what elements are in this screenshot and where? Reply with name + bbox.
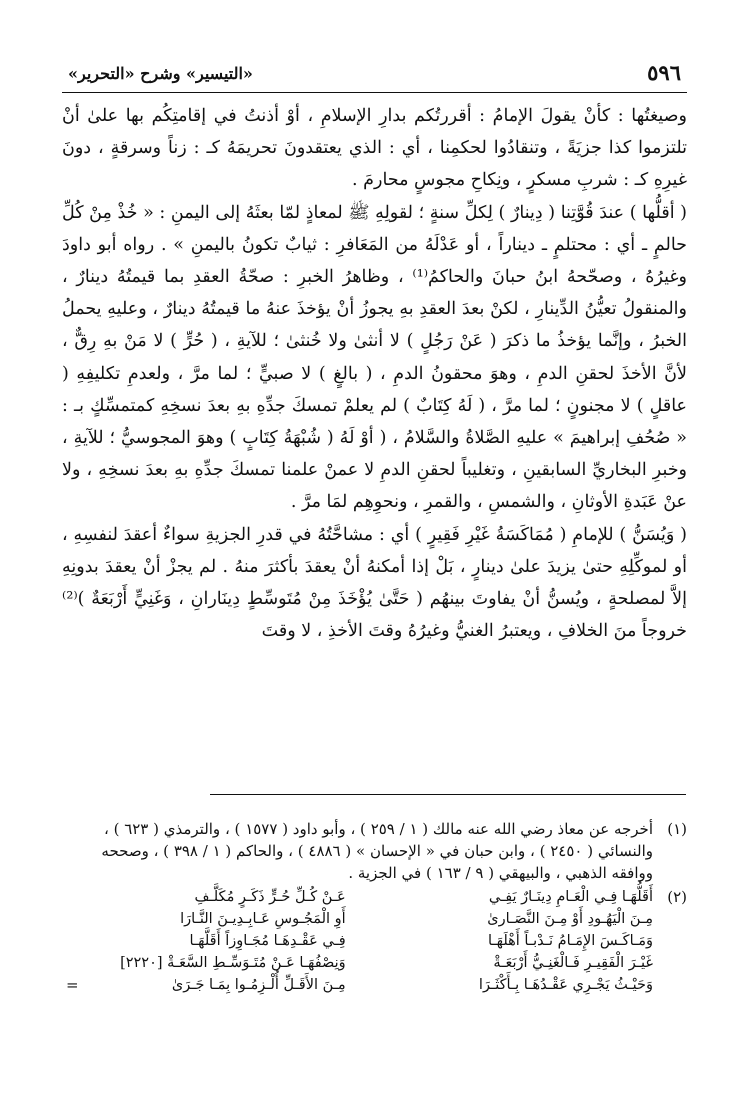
paragraph-1: وصيغتُها : كأنْ يقولَ الإمامُ : أقررتُكم بدارِ الإسلامِ ، أوْ أذنتُ في إقامتِكُم بها علىٰ أنْ تلتزموا كذا جزيَةً ، وتنقادُوا لحكمِنا ، أي : الذي يعتقدونَ تحريمَهُ كـ : زناً وسرقةٍ ، دونَ غيرِهِ كـ : شربِ مسكرٍ ، ونِكاحِ مجوسٍ محارمَ . [62,106,687,191]
footnote-1-text: أخرجه عن معاذ رضي الله عنه مالك ( ١ / ٢٥٩ ) ، وأبو داود ( ١٥٧٧ ) ، والترمذي ( ٦٢٣ ) ، والنسائي ( ٢٤٥٠ ) ، وابن حبان في « الإحسان » ( ٤٨٨٦ ) ، والحاكم ( ١ / ٣٩٨ ) ، وصححه ووافقه الذهبي ، والبيهقي ( ٩ / ١٦٣ ) في الجزية . [101,820,653,882]
verse-first-hemistich: وَحَيْـثُ يَجْـرِي عَقْـدُهَـا بِـأَكْثَـرَا [478,977,653,993]
verse-second-hemistich: مِـنَ الأَقَـلِّ أُلْـزِمُـوا بِمَـا جَـرَىٰ [171,977,346,993]
running-title: «التيسير» وشرح «التحرير» [68,64,253,83]
footnote-2-number: (٢) [667,888,687,906]
verse-first-hemistich: مِـنَ الْيَهُـودِ أَوْ مِـنَ النَّصَـارىٰ [487,911,653,927]
footnote-1-number: (١) [667,820,687,838]
footnote-1 [62,818,687,884]
paragraph-3: ( وَيُسَنُّ ) للإمامِ ( مُمَاكَسَةُ غَيْرِ فَقِيرٍ ) أي : مشاحَّتُهُ في قدرِ الجزيةِ سواءٌ أعقدَ لنفسِهِ ، أو لموكِّلِهِ حتىٰ يزيدَ علىٰ دينارٍ ، بَلْ إذا أمكنهُ أنْ يعقدَ بأكثرَ منهُ . لم يجزْ أنْ يعقدَ بدونِهِ إلاَّ لمصلحةٍ ، ويُسنُّ أنْ يفاوتَ بينهُم ( حَتَّىٰ يُؤْخَذَ مِنْ مُتَوسِّطٍ دِينَارانِ ، وَغَنِيٍّ أَرْبَعَةٌ )⁽²⁾ خروجاً منَ الخلافِ ، ويعتبرُ الغنيُّ وغيرُهُ وقتَ الأخذِ ، لا وقتَ [62,524,687,642]
main-text [62,100,687,647]
verse-second-hemistich: أَوِ الْمَجُـوسِ عَـابِـدِيـنَ النَّـارَا [180,911,346,927]
poem-verse [62,952,653,974]
verse-first-hemistich: أَقَلُّهَـا فِـي الْعَـامِ دِينَـارٌ يَفِـي [488,889,653,905]
footnote-divider [210,794,686,795]
poem-verse [62,886,653,908]
verse-second-hemistich: وَنِصْفُهَـا عَـنْ مُتَـوَسِّـطِ السَّعَـةْ [٢٢٢٠] [120,955,346,971]
footnote-2 [62,886,687,996]
continuation-mark: = [66,976,79,994]
footnotes [62,818,687,996]
paragraph-2: ( أقلُّها ) عندَ قُوَّتِنا ( دِينارٌ ) لِكلِّ سنةٍ ؛ لقولِهِ ﷺ لمعاذٍ لمّا بعثَهُ إلى اليمنِ : « خُذْ مِنْ كُلِّ حالمٍ ـ أي : محتلمٍ ـ ديناراً ، أو عَدْلَهُ من المَعَافرِ : ثيابٌ تكونُ باليمنِ » . رواه أبو داودَ وغيرُهُ ، وصحّحهُ ابنُ حبانَ والحاكمُ⁽¹⁾ ، وظاهرُ الخبرِ : صحّةُ العقدِ بما قيمتُهُ دينارٌ ، والمنقولُ تعيُّنُ الدِّينارِ ، لكنْ بعدَ العقدِ بهِ يجوزُ أنْ يؤخذَ عنهُ ما قيمتُهُ دينارٌ ، وعليهِ يحملُ الخبرُ ، وإنَّما يؤخذُ ما ذكرَ ( عَنْ رَجُلٍ ) لا أنثىٰ ولا خُنثىٰ ؛ للآيةِ ، ( حُرٍّ ) لا مَنْ بهِ رِقٌّ ، لأنَّ الأخذَ لحقنِ الدمِ ، وهوَ محقونُ الدمِ ، ( بالغٍ ) لا صبيٍّ ؛ لما مرَّ ، ولعدمِ تكليفِهِ ( عاقلٍ ) لا مجنونٍ ؛ لما مرَّ ، ( لَهُ كِتَابٌ ) لم يعلمْ تمسكَ جدِّهِ بهِ بعدَ نسخِهِ كمتمسِّكٍ بـ : « صُحُفِ إبراهيمَ » عليهِ الصَّلاةُ والسَّلامُ ، ( أوْ لَهُ ( شُبْهَةُ كِتَابٍ ) وهوَ المجوسيُّ ؛ للآيةِ ، وخبرِ البخاريِّ السابقينِ ، وتغليباً لحقنِ الدمِ لا عمنْ علمنا تمسكَ جدِّهِ بهِ بعدَ نسخِهِ ، ولا عنْ عَبَدةِ الأوثانِ ، والشمسِ ، والقمرِ ، ونحوِهِم لمَا مرَّ . [62,202,687,513]
verse-second-hemistich: عَـنْ كُـلِّ حُـرٍّ ذَكَـرٍ مُكَلَّـفِ [194,889,346,905]
page-number: ٥٩٦ [647,60,681,85]
page-header [62,58,687,93]
verse-second-hemistich: فِـي عَقْـدِهَـا مُجَـاوِزاً أَقَلَّهَـا [189,933,346,949]
verse-first-hemistich: وَمَـاكَـسَ الإِمَـامُ نَـدْبـاً أَهْلَهَـا [487,933,653,949]
verse-first-hemistich: غَيْـرَ الْفَقِيـرِ فَـالْغَنِـيُّ أَرْبَعَـةْ [493,955,653,971]
poem-verse [62,930,653,952]
poem-verse [62,974,653,996]
poem-verse [62,908,653,930]
